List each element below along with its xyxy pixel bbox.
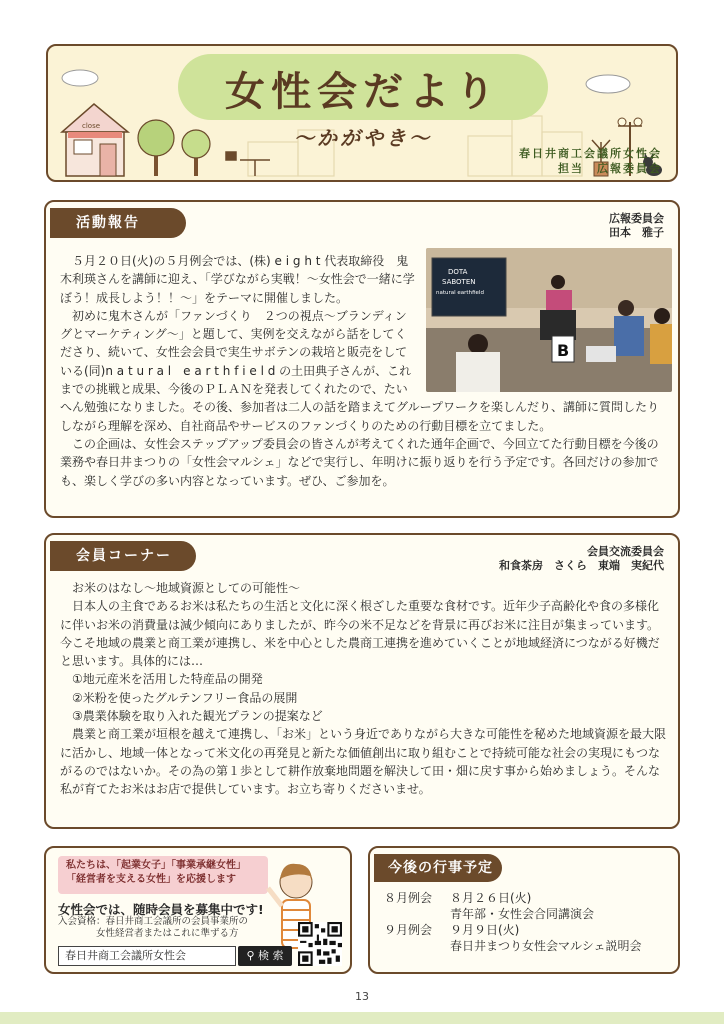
qr-code[interactable]: [298, 922, 342, 966]
report-body: [60, 252, 670, 490]
member-heading: お米のはなし～地域資源としての可能性～: [72, 581, 301, 595]
newsletter-title: 女性会だより: [225, 69, 501, 115]
eligibility-line2: 女性経営者またはこれに準ずる方: [96, 928, 239, 939]
event-date: ９月９日(火): [450, 923, 520, 937]
report-paragraph-1: ５月２０日(火)の５月例会では、(株) e i g h t 代表取締役 鬼木利瑛さんを講師に迎え、「学びながら実戦！～女性会で一緒に学ぼう！成長しよう！！～」をテーマに開催しました。: [60, 254, 415, 305]
member-paragraph-2: 農業と商工業が垣根を越えて連携し、「お米」という身近でありながら大きな可能性を秘めた地域資源を最大限に活かし、地域一体となって米文化の再発見と新たな価値創出に取り組むことで持続可能な社会の実現にもつながるのではないか。その為の第１歩として耕作放棄地問題を解決して田・畑に戻す事から始めましょう。そんな私が育てたお米はお店で提供しています。お立ち寄りくださいませ。: [60, 727, 667, 797]
publisher-name: 春日井商工会議所女性会: [519, 147, 662, 160]
photo-screen-line3: natural earthfield: [436, 290, 484, 296]
shop-sign: close: [82, 122, 101, 130]
activity-report-section: [44, 200, 680, 518]
support-message-line1: 私たちは、「起業女子」「事業承継女性」: [66, 860, 246, 871]
event-row: [384, 890, 531, 906]
shop-icon: [62, 104, 128, 176]
search-button-label: 検 索: [258, 949, 284, 962]
member-byline: [499, 545, 664, 573]
report-paragraph-2: 初めに鬼木さんが「ファンづくり ２つの視点～ブランディングとマーケティング～」と題して、実例を交えながら話をしてくださり、続いて、女性会会員で実生サボテンの栽培と販売をしている(同)n a t u r a l e a r t h f i e l d の土田典子さんが、これまでの挑戦と成果、今後のＰＬＡＮを発表してくれたので、たいへん勉強になりました。その後、参加者は二人の話を踏まえてグループワークを楽しんだり、講師に質問したりしながら理解を深め、自社商品やサービスのファンづくりのための行動目標を立てました。: [60, 308, 660, 433]
member-body: [60, 579, 670, 799]
event-label: ８月例会: [384, 891, 433, 905]
event-description: 春日井まつり女性会マルシェ説明会: [450, 939, 642, 953]
search-button[interactable]: [238, 946, 292, 966]
membership-eligibility: [58, 916, 274, 940]
publisher-committee: 担当 広報委員会: [558, 162, 662, 175]
section-tab-upcoming-events: 今後の行事予定: [374, 854, 502, 882]
event-date: ８月２６日(火): [450, 891, 532, 905]
report-author: 田本 雅子: [609, 226, 664, 239]
photo-screen-line2: SABOTEN: [442, 278, 476, 286]
member-corner-section: [44, 533, 680, 829]
search-keyword-box[interactable]: 春日井商工会議所女性会: [58, 946, 236, 966]
recruitment-box: [44, 846, 352, 974]
newsletter-subtitle: ～かがやき～: [294, 126, 432, 150]
member-paragraph-1: 日本人の主食であるお米は私たちの生活と文化に深く根ざした重要な食材です。近年少子高齢化や食の多様化に伴いお米の消費量は減少傾向にありましたが、昨今の米不足などを背景に再びお米に注目が集まっています。今こそ地域の農業と商工業が連携し、米を中心とした農商工連携を進めていくことが地域経済につながる好機だと思います。具体的には…: [60, 599, 660, 669]
photo-screen-line1: DOTA: [448, 268, 468, 276]
recruit-headline: 女性会では、随時会員を募集中です!: [58, 902, 264, 917]
support-message: [58, 856, 268, 894]
search-icon: ⚲: [246, 949, 255, 962]
publisher-info: [519, 146, 662, 176]
member-list-item: ②米粉を使ったグルテンフリー食品の展開: [72, 690, 298, 705]
report-committee: 広報委員会: [609, 212, 664, 225]
event-row: [384, 922, 519, 938]
event-label: ９月例会: [384, 923, 433, 937]
support-message-line2: 「経営者を支える女性」を応援します: [66, 874, 236, 885]
report-paragraph-3: この企画は、女性会ステップアップ委員会の皆さんが考えてくれた通年企画で、今回立てた行動目標を今後の業務や春日井まつりの「女性会マルシェ」などで実行し、年明けに振り返りを行う予定です。各回だけの参加でも、楽しく学びの多い内容となっています。ぜひ、ご参加を。: [60, 436, 659, 488]
section-tab-member-corner: 会員コーナー: [50, 541, 196, 571]
eligibility-line1: 入会資格：春日井商工会議所の会員事業所の: [58, 916, 249, 927]
seminar-photo: [426, 248, 672, 392]
member-committee: 会員交流委員会: [587, 545, 664, 558]
member-list-item: ③農業体験を取り入れた観光プランの提案など: [72, 709, 323, 724]
member-list-item: ①地元産米を活用した特産品の開発: [72, 672, 263, 687]
page-number: 13: [355, 990, 369, 1003]
newsletter-header: [46, 44, 678, 182]
member-author: 和食茶房 さくら 東端 実紀代: [499, 559, 664, 572]
upcoming-events-box: [368, 846, 680, 974]
footer-bar: [0, 1012, 724, 1024]
report-byline: [609, 212, 664, 240]
event-description: 青年部・女性会合同講演会: [450, 907, 595, 921]
photo-table-card: B: [557, 341, 570, 360]
section-tab-activity-report: 活動報告: [50, 208, 186, 238]
